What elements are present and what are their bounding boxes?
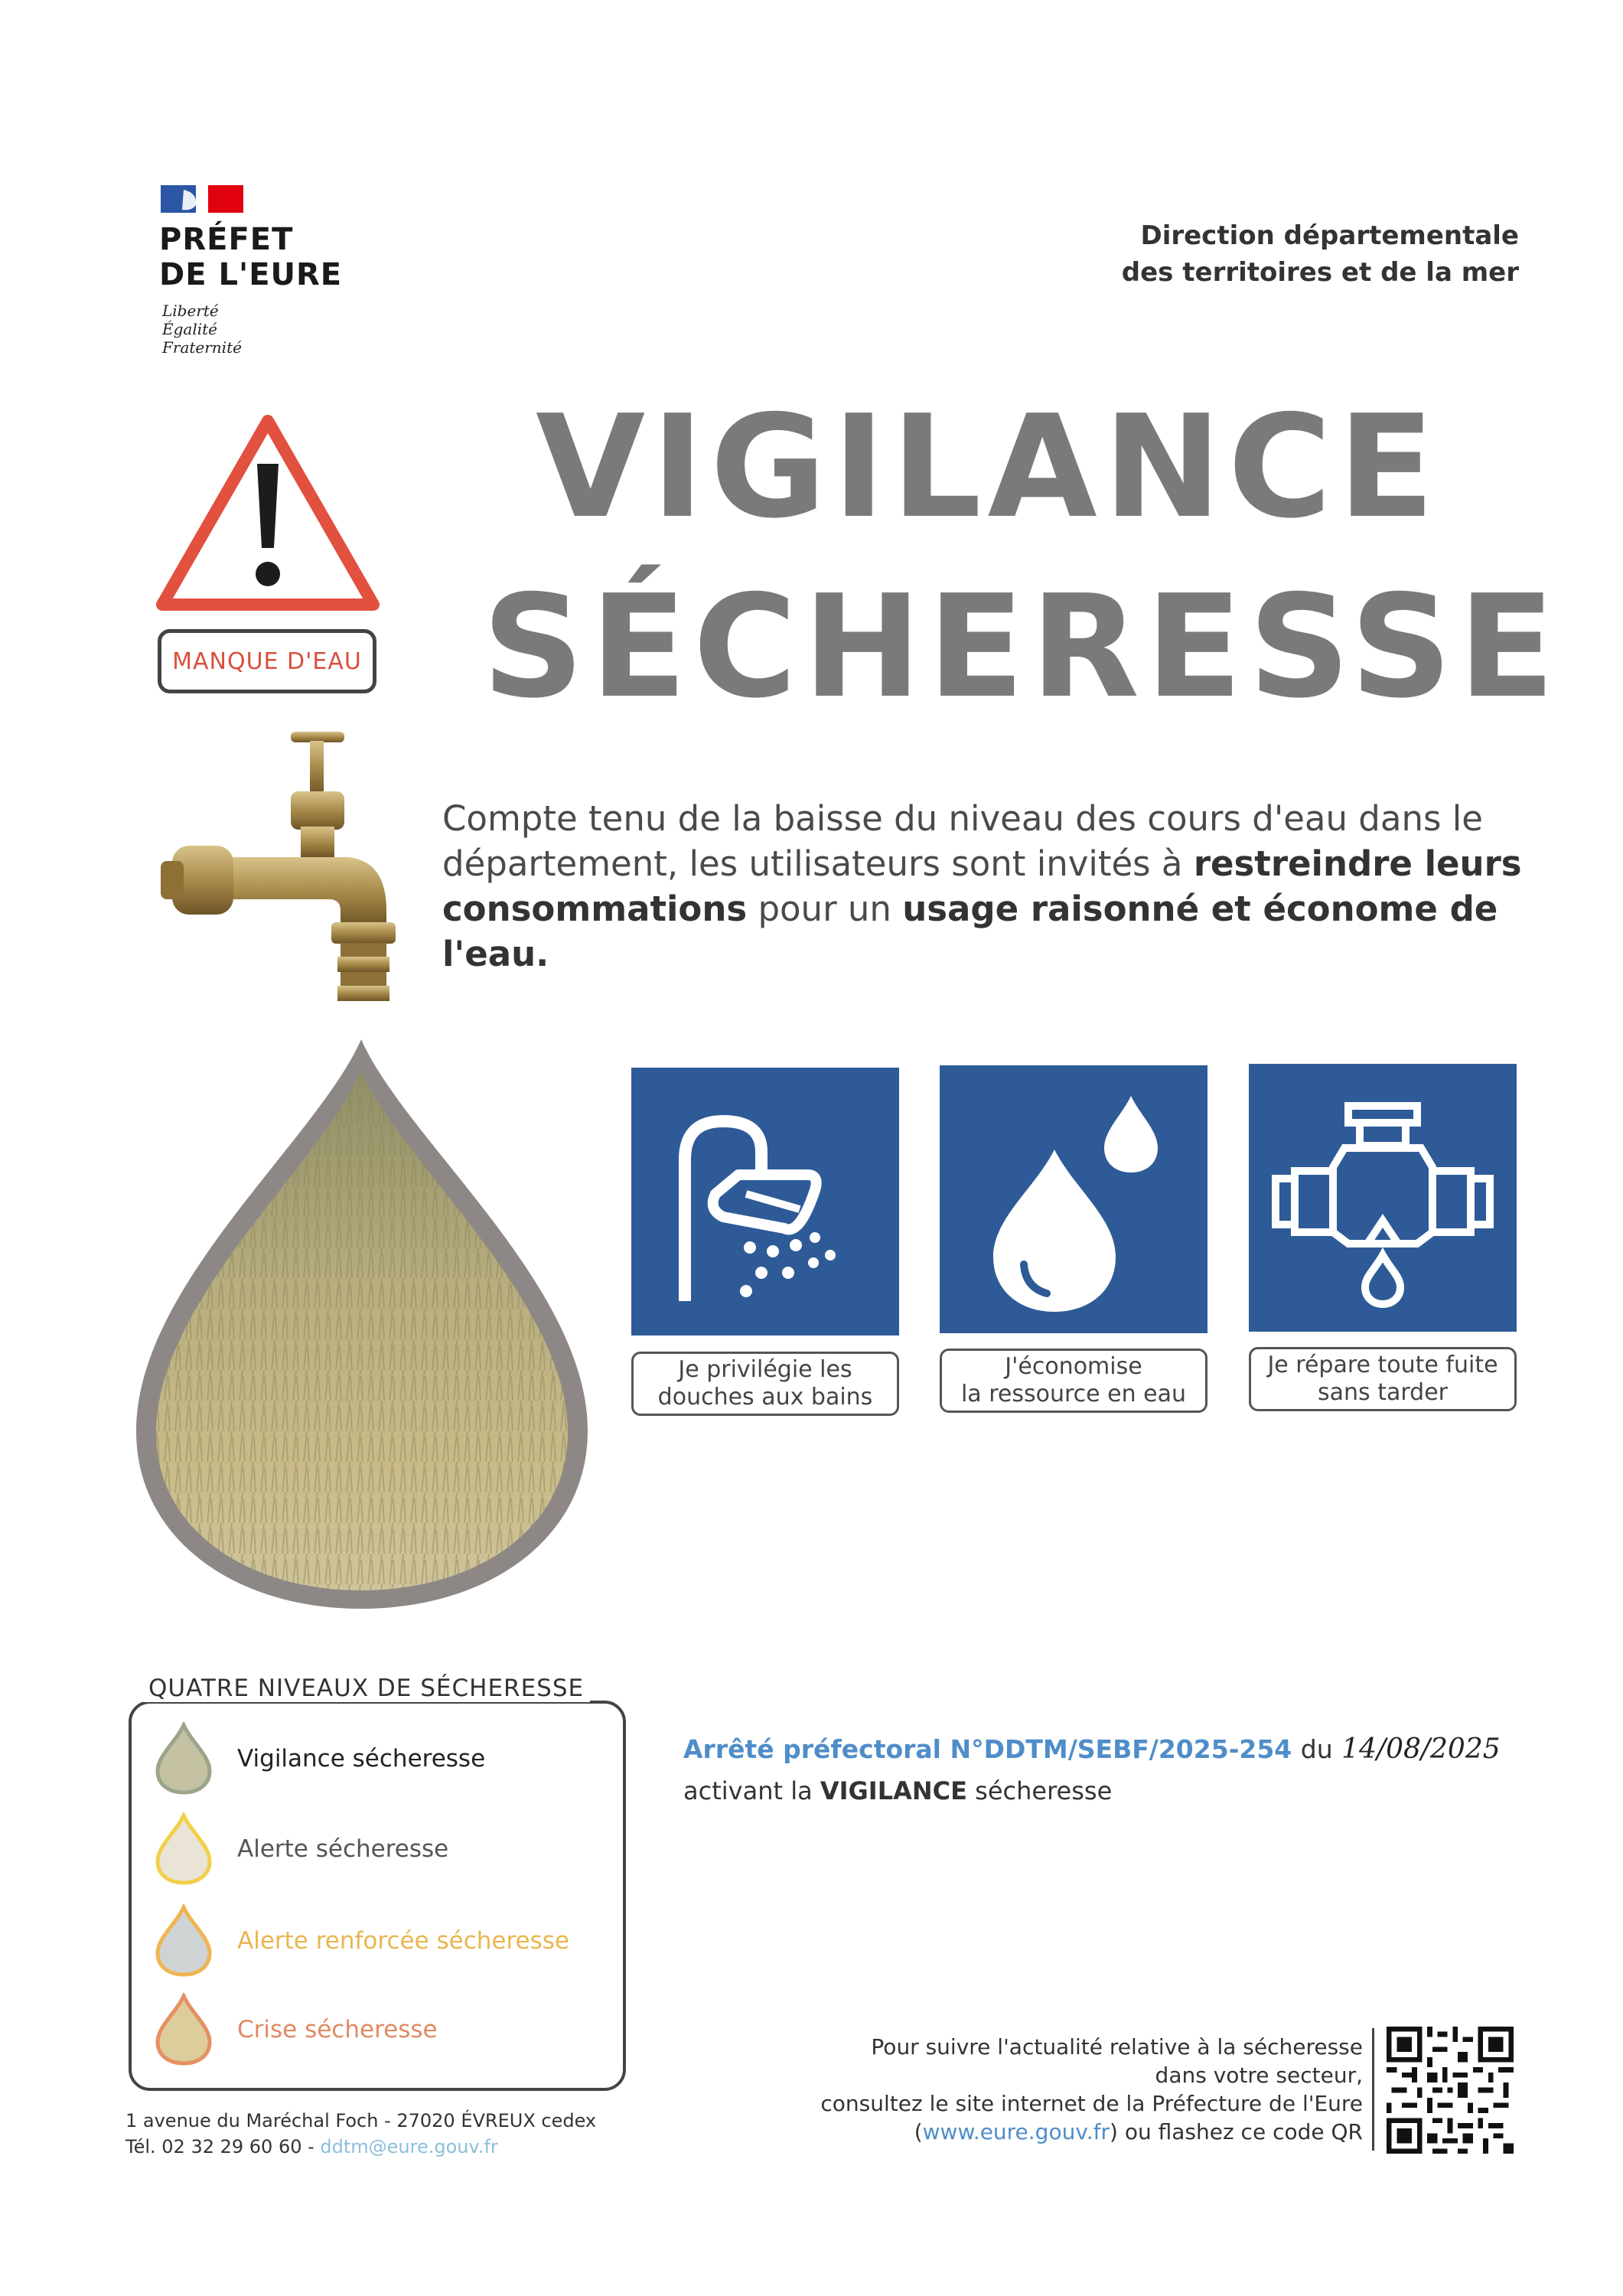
- drought-levels-title: QUATRE NIVEAUX DE SÉCHERESSE: [142, 1675, 590, 1702]
- arrete-number: Arrêté préfectoral N°DDTM/SEBF/2025-254: [683, 1734, 1292, 1764]
- prefet-line1: PRÉFET: [159, 222, 294, 257]
- title-vigilance: VIGILANCE: [536, 384, 1441, 550]
- tip-caption-shower: [631, 1352, 899, 1416]
- tip2-line2: la ressource en eau: [960, 1381, 1187, 1407]
- ddtm-line1: Direction départementale: [1140, 220, 1519, 251]
- drop-alerte-icon: [153, 1812, 214, 1886]
- ddtm-heading: [983, 217, 1519, 291]
- tip-tile-shower: [631, 1068, 899, 1336]
- drop-vigilance-icon: [153, 1722, 214, 1795]
- drop-alerte-renforcee-icon: [153, 1904, 214, 1978]
- footer-line2: dans votre secteur,: [1155, 2063, 1363, 2088]
- arrete-reference: [683, 1727, 1501, 1773]
- activant-suffix: sécheresse: [975, 1776, 1113, 1805]
- intro-bold-1: restreindre leurs consommations: [442, 843, 1522, 929]
- level-vigilance-label: Vigilance sécheresse: [237, 1745, 486, 1773]
- tip-tile-repair-leak: [1249, 1064, 1517, 1332]
- water-tap-icon: [157, 727, 406, 1018]
- level-crise-label: Crise sécheresse: [237, 2016, 438, 2043]
- motto-egalite: Égalité: [162, 320, 217, 338]
- tip1-line2: douches aux bains: [657, 1384, 873, 1411]
- arrete-activant: [683, 1772, 1112, 1810]
- water-drops-icon: [940, 1065, 1207, 1333]
- motto-fraternite: Fraternité: [162, 338, 242, 357]
- pipe-leak-icon: [1249, 1064, 1517, 1332]
- tip-tile-save-water: [940, 1065, 1207, 1333]
- tip-caption-save-water: [940, 1349, 1207, 1413]
- intro-text-2: pour un: [747, 889, 903, 929]
- level-alerte-label: Alerte sécheresse: [237, 1835, 449, 1863]
- email-link[interactable]: ddtm@eure.gouv.fr: [320, 2136, 498, 2157]
- ddtm-line2: des territoires et de la mer: [1121, 257, 1519, 288]
- dry-grass-drop-image: [130, 1033, 593, 1615]
- footer-info: [689, 2033, 1363, 2146]
- footer-line3: consultez le site internet de la Préfecture de l'Eure: [820, 2091, 1363, 2116]
- warning-triangle-icon: [153, 410, 383, 617]
- tip2-line1: J'économise: [1005, 1353, 1142, 1380]
- prefet-title: [159, 222, 342, 292]
- arrete-date-handwritten: 14/08/2025: [1341, 1733, 1501, 1765]
- qr-code-icon[interactable]: [1387, 2027, 1514, 2154]
- republic-motto: [162, 302, 242, 357]
- tip3-line2: sans tarder: [1318, 1379, 1448, 1406]
- tip3-line1: Je répare toute fuite: [1267, 1352, 1498, 1378]
- footer-open-paren: (: [914, 2119, 923, 2144]
- motto-liberte: Liberté: [162, 302, 219, 320]
- tip-caption-repair-leak: [1249, 1347, 1517, 1411]
- level-crise: [153, 1993, 438, 2066]
- marianne-logo-icon: [161, 185, 243, 213]
- level-vigilance: [153, 1722, 485, 1795]
- title-secheresse: SÉCHERESSE: [482, 564, 1561, 729]
- address-block: [125, 2108, 596, 2160]
- shower-icon: [631, 1068, 899, 1336]
- arrete-du: du: [1300, 1734, 1333, 1764]
- phone-text: Tél. 02 32 29 60 60 -: [125, 2136, 321, 2157]
- manque-eau-badge: MANQUE D'EAU: [158, 629, 376, 693]
- level-alerte-renforcee-label: Alerte renforcée sécheresse: [237, 1927, 569, 1955]
- tip1-line1: Je privilégie les: [678, 1356, 852, 1383]
- footer-divider: [1372, 2028, 1374, 2151]
- footer-line4: ) ou flashez ce code QR: [1110, 2119, 1363, 2144]
- level-alerte-renforcee: [153, 1904, 569, 1978]
- level-alerte: [153, 1812, 448, 1886]
- prefet-line2: DE L'EURE: [159, 257, 343, 292]
- prefecture-website-link[interactable]: www.eure.gouv.fr: [922, 2119, 1110, 2144]
- footer-line1: Pour suivre l'actualité relative à la sécheresse: [871, 2034, 1363, 2060]
- intro-bold-2: usage raisonné et économe de l'eau.: [442, 889, 1498, 974]
- address-line: 1 avenue du Maréchal Foch - 27020 ÉVREUX cedex: [125, 2110, 597, 2131]
- drop-crise-icon: [153, 1993, 214, 2066]
- activant-prefix: activant la: [683, 1776, 813, 1805]
- intro-paragraph: [442, 796, 1529, 977]
- intro-text-1: Compte tenu de la baisse du niveau des cours d'eau dans le département, les utilisateurs sont invités à: [442, 798, 1483, 884]
- activant-bold: VIGILANCE: [820, 1776, 967, 1805]
